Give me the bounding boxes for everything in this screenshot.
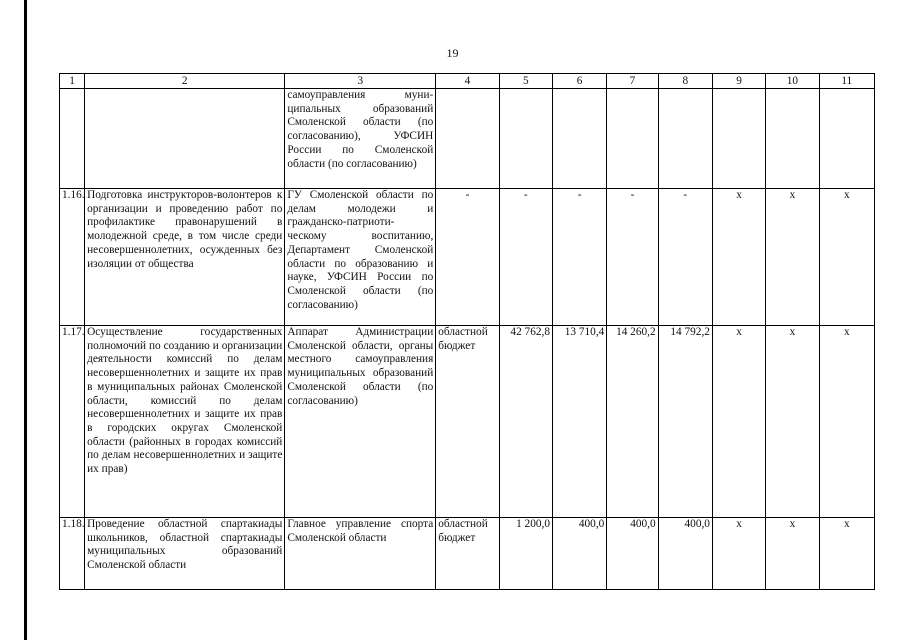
table-row (60, 189, 875, 326)
row-number: 1.17. (60, 326, 85, 518)
value-cell: х (819, 189, 874, 326)
funding-source-cell: областной бюджет (436, 518, 499, 590)
value-cell: х (819, 326, 874, 518)
value-cell: х (766, 189, 819, 326)
value-cell: 14 260,2 (607, 326, 658, 518)
column-header: 1 (60, 74, 85, 89)
column-header: 5 (499, 74, 552, 89)
value-cell: 42 762,8 (499, 326, 552, 518)
column-header: 11 (819, 74, 874, 89)
table-row (60, 326, 875, 518)
value-cell (712, 89, 765, 189)
activity-cell (85, 89, 285, 189)
value-cell (607, 89, 658, 189)
page-number: 19 (446, 46, 459, 60)
column-header: 7 (607, 74, 658, 89)
executor-cell: Аппарат Администрации Смоленской области, органы местного самоуправления муниципальных образований Смоленской области (по согласованию) (285, 326, 436, 518)
value-cell: 1 200,0 (499, 518, 552, 590)
value-cell (499, 89, 552, 189)
column-header: 10 (766, 74, 819, 89)
executor-cell: Главное управление спорта Смоленской области (285, 518, 436, 590)
value-cell: 13 710,4 (552, 326, 606, 518)
value-cell: х (712, 518, 765, 590)
row-number (60, 89, 85, 189)
activity-cell: Проведение областной спартакиады школьников, областной спартакиады муниципальных образований Смоленской области (85, 518, 285, 590)
column-header: 8 (658, 74, 712, 89)
activity-cell: Осуществление государственных полномочий по созданию и организации деятельности комиссий по делам несовершеннолетних и защите их прав в муниципальных районах Смоленской области, комиссий по делам несовершеннолетних и защите их прав в городских округах Смоленской области (районных в городах комиссий по делам несовершеннолетних и защите их прав) (85, 326, 285, 518)
executor-cell: ГУ Смоленской области по делам молодежи и гражданско-патриоти-ческому воспитанию, Департамент Смоленской области по образованию и науке, УФСИН России по Смоленской области (по согласованию) (285, 189, 436, 326)
table-row (60, 518, 875, 590)
value-cell (552, 89, 606, 189)
value-cell: 14 792,2 (658, 326, 712, 518)
program-table (59, 73, 875, 590)
value-cell: - (607, 189, 658, 326)
column-header: 6 (552, 74, 606, 89)
executor-cell: самоуправления муни-ципальных образований Смоленской области (по согласованию), УФСИН России по Смоленской области (по согласованию) (285, 89, 436, 189)
funding-source-cell: областной бюджет (436, 326, 499, 518)
value-cell: - (499, 189, 552, 326)
column-header: 3 (285, 74, 436, 89)
value-cell (819, 89, 874, 189)
column-number-row (60, 74, 875, 89)
funding-source-cell (436, 89, 499, 189)
value-cell: 400,0 (607, 518, 658, 590)
row-number: 1.16. (60, 189, 85, 326)
binding-edge (24, 0, 27, 640)
column-header: 2 (85, 74, 285, 89)
value-cell: х (819, 518, 874, 590)
value-cell: 400,0 (552, 518, 606, 590)
value-cell: 400,0 (658, 518, 712, 590)
activity-cell: Подготовка инструкторов-волонтеров к организации и проведению работ по профилактике правонарушений в молодежной среде, в том числе среди несовершеннолетних, осужденных без изоляции от общества (85, 189, 285, 326)
value-cell: - (552, 189, 606, 326)
column-header: 4 (436, 74, 499, 89)
value-cell: х (766, 518, 819, 590)
row-number: 1.18. (60, 518, 85, 590)
value-cell: - (658, 189, 712, 326)
value-cell (766, 89, 819, 189)
value-cell: х (712, 189, 765, 326)
value-cell (658, 89, 712, 189)
column-header: 9 (712, 74, 765, 89)
table-row (60, 89, 875, 189)
value-cell: х (766, 326, 819, 518)
value-cell: х (712, 326, 765, 518)
funding-source-cell: - (436, 189, 499, 326)
